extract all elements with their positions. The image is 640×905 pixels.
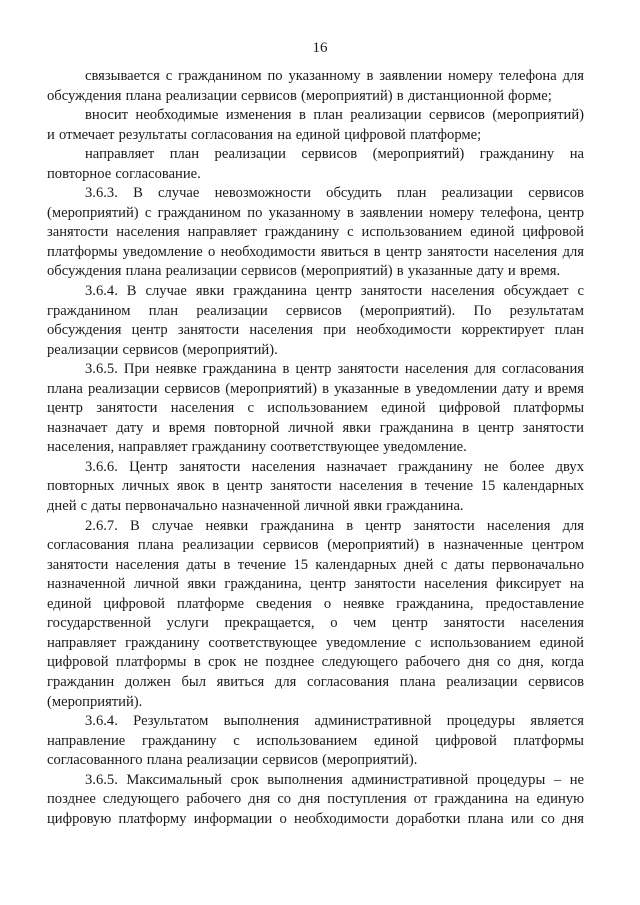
text-line: населения, направляет гражданину соответствующее уведомление.: [47, 439, 467, 456]
text-line: платформы уведомление о необходимости явиться в центр занятости населения для: [47, 243, 584, 260]
text-line: единой цифровой платформе сведения о неявке гражданина, предоставление: [47, 595, 584, 612]
text-line: повторное согласование.: [47, 165, 201, 182]
text-line: государственной услуги прекращается, о чем центр занятости населения: [47, 615, 584, 632]
text-line: цифровую платформу информации о необходимости доработки плана или со дня: [47, 810, 584, 827]
text-line: (мероприятий).: [47, 693, 143, 710]
text-line: назначенной личной явки гражданина, центр занятости населения фиксирует на: [47, 576, 584, 593]
text-line: 3.6.6. Центр занятости населения назначает гражданину не более двух: [85, 458, 584, 475]
text-line: направление гражданину с использованием единой цифровой платформы: [47, 732, 584, 749]
text-line: реализации сервисов (мероприятий).: [47, 341, 278, 358]
text-line: обсуждения плана реализации сервисов (мероприятий) в указанные дату и время.: [47, 263, 561, 280]
text-line: 3.6.5. Максимальный срок выполнения административной процедуры – не: [85, 771, 584, 788]
text-line: гражданином план реализации сервисов (мероприятий). По результатам: [47, 302, 584, 319]
text-line: 3.6.4. В случае явки гражданина центр занятости населения обсуждает с: [85, 283, 584, 300]
text-line: согласованного плана реализации сервисов (мероприятий).: [47, 752, 418, 769]
page-number: 16: [312, 40, 328, 56]
text-line: вносит необходимые изменения в план реализации сервисов (мероприятий): [85, 107, 584, 124]
text-line: гражданин должен был явиться для согласования плана реализации сервисов: [47, 673, 584, 690]
text-line: направляет план реализации сервисов (мероприятий) гражданину на: [85, 146, 584, 163]
document-body: [47, 67, 584, 829]
text-line: цифровой платформы в срок не позднее следующего рабочего дня со дня, когда: [47, 654, 584, 671]
text-line: 3.6.4. Результатом выполнения административной процедуры является: [85, 713, 584, 730]
text-line: 2.6.7. В случае неявки гражданина в центр занятости населения для: [85, 517, 584, 534]
text-line: обсуждения плана реализации сервисов (мероприятий) в дистанционной форме;: [47, 87, 552, 104]
text-line: 3.6.3. В случае невозможности обсудить план реализации сервисов: [85, 185, 584, 202]
text-line: 3.6.5. При неявке гражданина в центр занятости населения для согласования: [85, 361, 584, 378]
text-line: назначает дату и время повторной личной явки гражданина в центр занятости: [47, 419, 584, 436]
text-line: занятости населения даты в течение 15 календарных дней с даты первоначально: [47, 556, 584, 573]
text-line: связывается с гражданином по указанному в заявлении номеру телефона для: [85, 68, 584, 84]
text-line: (мероприятий) с гражданином по указанному в заявлении номеру телефона, центр: [47, 204, 584, 221]
text-line: плана реализации сервисов (мероприятий) в указанные в уведомлении дату и время: [47, 380, 584, 397]
text-line: повторных личных явок в центр занятости населения в течение 15 календарных: [47, 478, 584, 495]
text-line: дней с даты первоначально назначенной личной явки гражданина.: [47, 498, 464, 515]
text-line: и отмечает результаты согласования на единой цифровой платформе;: [47, 126, 482, 143]
text-line: направляет гражданину соответствующее уведомление с использованием единой: [47, 634, 584, 651]
text-line: обсуждения центр занятости населения при необходимости корректирует план: [47, 322, 584, 339]
text-line: согласования плана реализации сервисов (мероприятий) в назначенные центром: [47, 537, 584, 554]
text-line: занятости населения направляет гражданину с использованием единой цифровой: [47, 224, 584, 241]
text-line: позднее следующего рабочего дня со дня поступления от гражданина на единую: [47, 791, 584, 808]
text-line: центр занятости населения с использованием единой цифровой платформы: [47, 400, 584, 417]
